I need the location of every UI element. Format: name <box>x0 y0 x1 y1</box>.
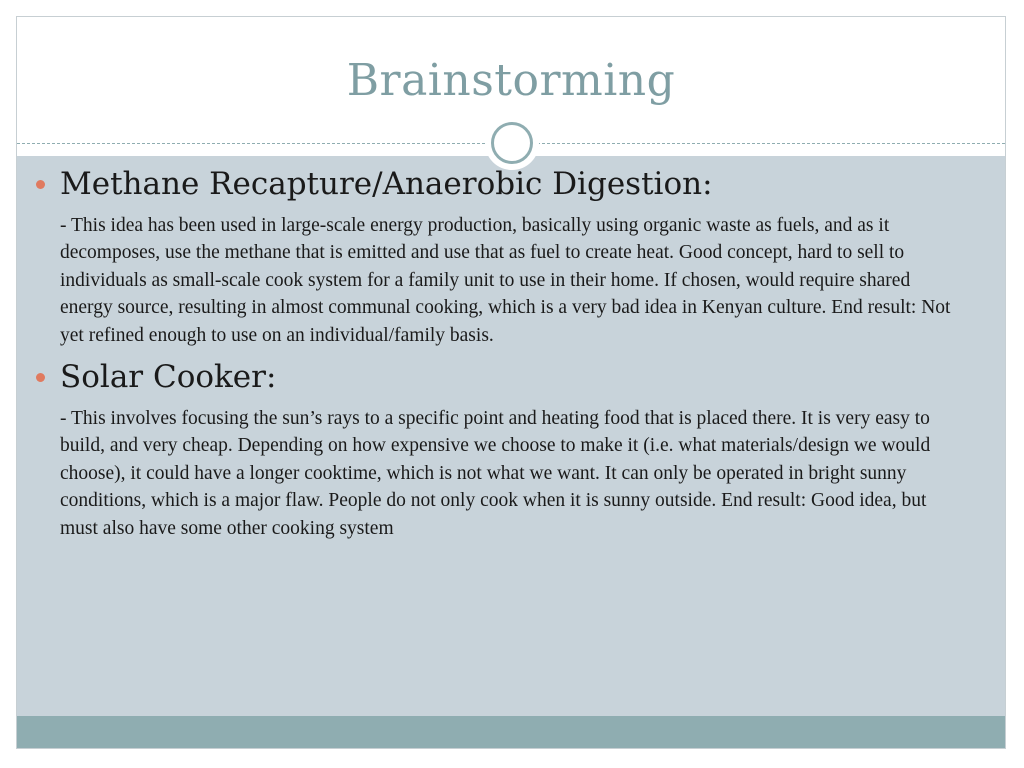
bullet-body: - This involves focusing the sun’s rays to a specific point and heating food that is placed there. It is very easy to build, and very cheap. Depending on how expensive we choose to make it (i.e. what materials/design we would choose), it could have a longer cooktime, which is not what we want. It can only be operated in bright sunny conditions, which is a major flaw. People do not only cook when it is sunny outside. End result: Good idea, but must also have some other cooking system <box>60 408 931 539</box>
bullet-body: - This idea has been used in large-scale energy production, basically using organic waste as fuels, and as it decomposes, use the methane that is emitted and use that as fuel to create heat. Good concept, hard to sell to individuals as small-scale cook system for a family unit to use in their home. If chosen, would require shared energy source, resulting in almost communal cooking, which is a very bad idea in Kenyan culture. End result: Not yet refined enough to use on an individual/family basis. <box>60 215 951 346</box>
bullet-list <box>34 164 954 542</box>
bullet-dot-icon <box>36 180 45 189</box>
circle-ring <box>491 122 533 164</box>
bullet-dot-icon <box>36 373 45 382</box>
slide-title: Brainstorming <box>346 55 676 106</box>
circle-ornament-icon <box>485 116 539 170</box>
bullet-heading: Solar Cooker: <box>60 359 277 396</box>
bullet-heading: Methane Recapture/Anaerobic Digestion: <box>60 166 713 202</box>
bullet-item-solar <box>34 357 954 542</box>
bullet-item-methane <box>34 164 954 349</box>
footer-band <box>17 716 1005 749</box>
